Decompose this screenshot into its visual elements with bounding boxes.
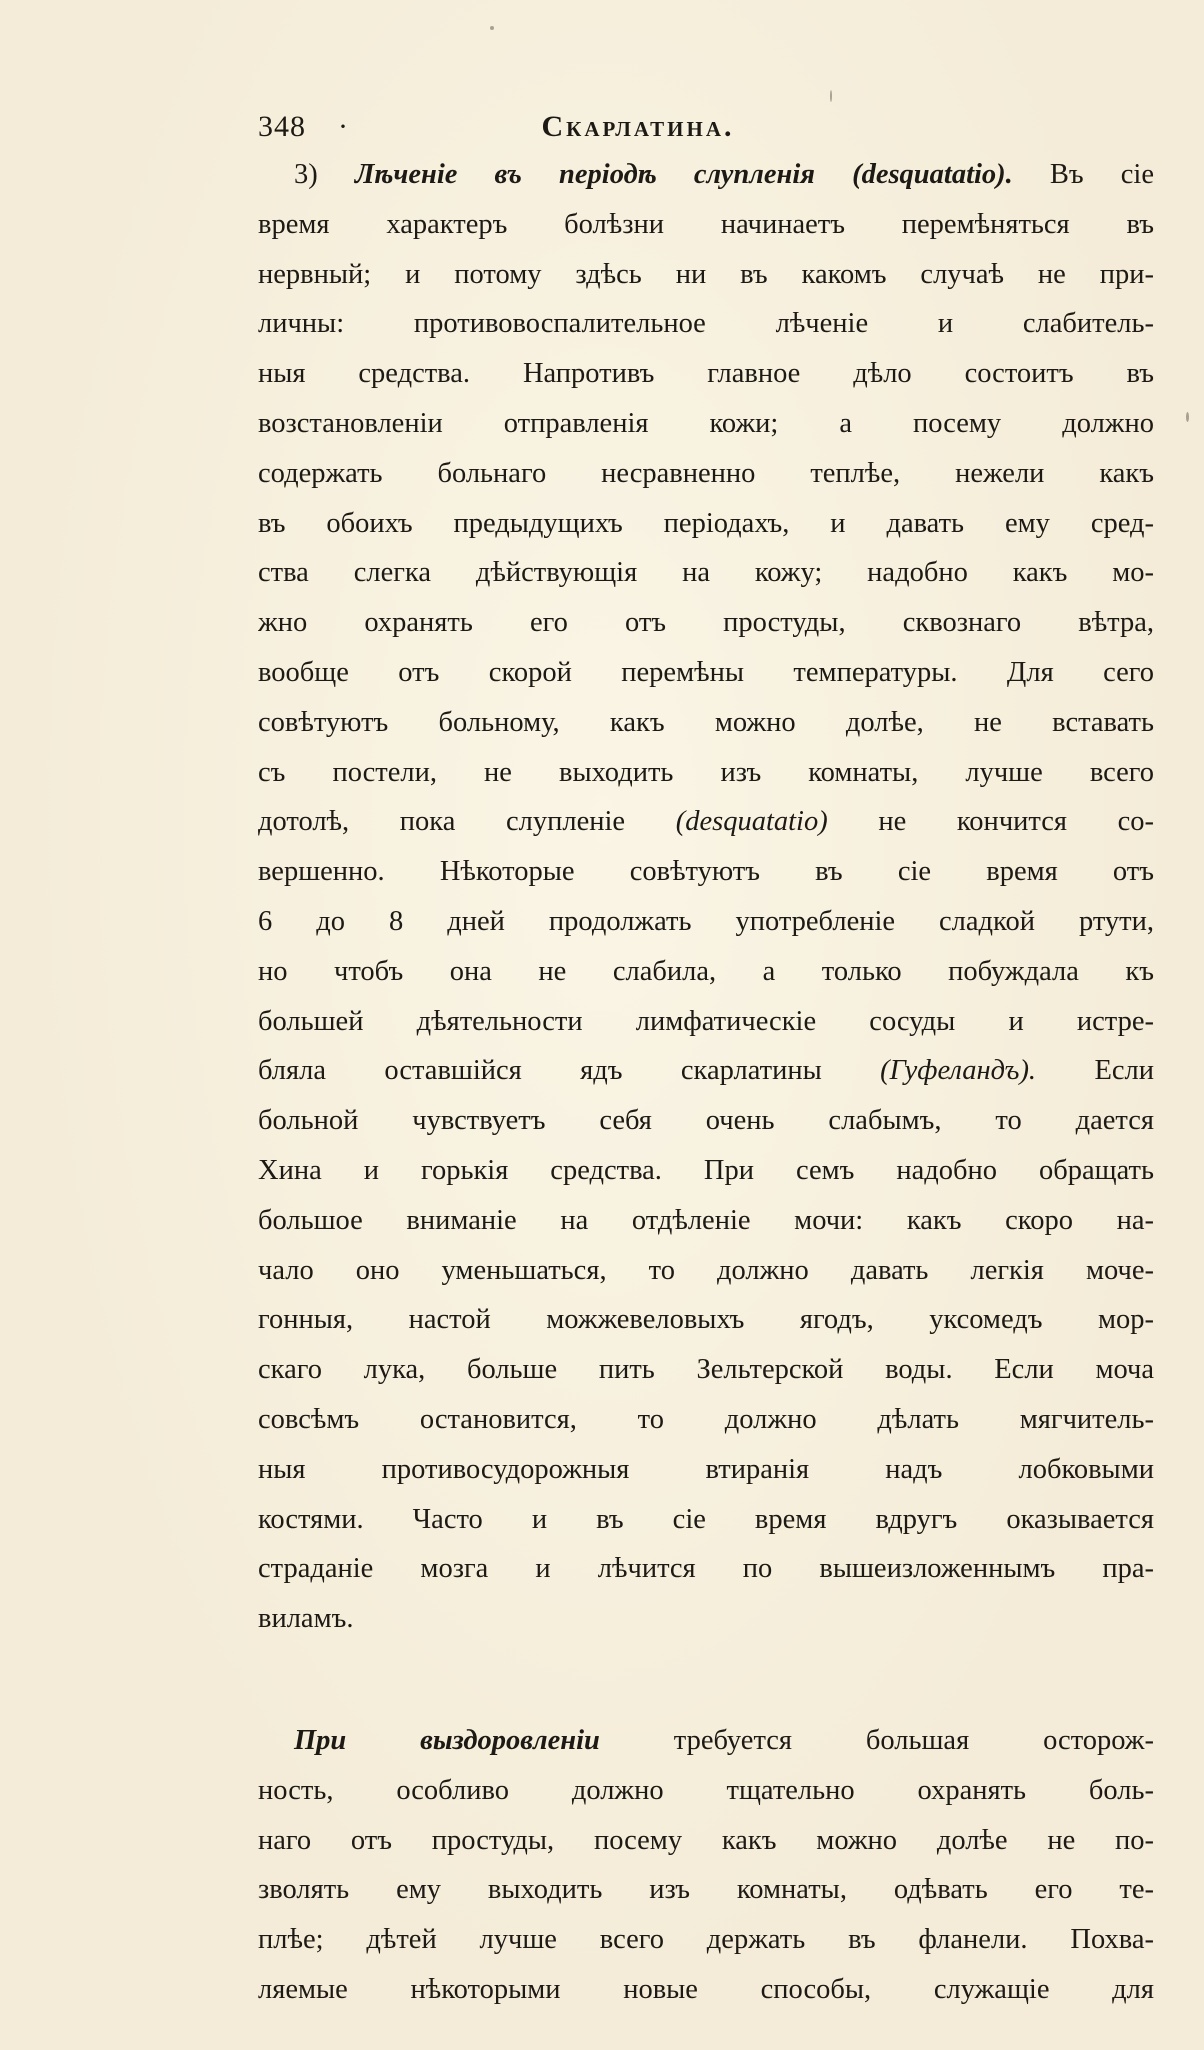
text-line: вершенно. Нѣкоторые совѣтуютъ въ сіе время отъ xyxy=(258,856,1154,888)
text-line: совсѣмъ остановится, то должно дѣлать мягчитель- xyxy=(258,1403,1154,1435)
text-line: виламъ. xyxy=(258,1603,354,1635)
paragraph-convalescence xyxy=(258,1716,1154,2015)
text-line: страданіе мозга и лѣчится по вышеизложеннымъ пра- xyxy=(258,1553,1154,1585)
ink-speck xyxy=(830,90,832,102)
text-line: время характеръ болѣзни начинаетъ перемѣняться въ xyxy=(258,208,1154,240)
text-line: вообще отъ скорой перемѣны температуры. Для сего xyxy=(258,656,1154,688)
text-line: нервный; и потому здѣсь ни въ какомъ случаѣ не при- xyxy=(258,258,1154,290)
text-line: наго отъ простуды, посему какъ можно долѣе не по- xyxy=(258,1824,1154,1856)
text-line: личны: противовоспалительное лѣченіе и слабитель- xyxy=(258,308,1154,340)
page-header xyxy=(258,110,1018,150)
author-citation-italic: (Гуфеландъ). xyxy=(880,1055,1037,1087)
ink-speck xyxy=(490,26,494,30)
text-line: При выздоровленіи требуется большая осторож- xyxy=(294,1724,1154,1756)
text-line: ность, особливо должно тщательно охранять боль- xyxy=(258,1774,1154,1806)
text-line: Хина и горькія средства. При семъ надобно обращать xyxy=(258,1154,1154,1186)
text-line: съ постели, не выходить изъ комнаты, лучше всего xyxy=(258,756,1154,788)
text-line: жно охранять его отъ простуды, сквознаго вѣтра, xyxy=(258,607,1154,639)
text-line: большей дѣятельности лимфатическіе сосуды и истре- xyxy=(258,1005,1154,1037)
page-number-dot: · xyxy=(338,110,348,143)
text-line: зволять ему выходить изъ комнаты, одѣвать его те- xyxy=(258,1874,1154,1906)
text-line: совѣтуютъ больному, какъ можно долѣе, не вставать xyxy=(258,706,1154,738)
text-line: костями. Часто и въ сіе время вдругъ оказывается xyxy=(258,1503,1154,1535)
text-line: но чтобъ она не слабила, а только побуждала къ xyxy=(258,955,1154,987)
section-heading-italic: При выздоровленіи xyxy=(294,1724,600,1756)
text-line: больной чувствуетъ себя очень слабымъ, то дается xyxy=(258,1105,1154,1137)
text-line: большое вниманіе на отдѣленіе мочи: какъ скоро на- xyxy=(258,1204,1154,1236)
text-line: бляла оставшійся ядъ скарлатины (Гуфеландъ). Если xyxy=(258,1055,1154,1087)
section-heading-italic: Лѣченіе въ періодѣ слупленія (desquatatio). xyxy=(354,159,1013,190)
text-line: ныя средства. Напротивъ главное дѣло состоитъ въ xyxy=(258,358,1154,390)
latin-term-italic: (desquatatio) xyxy=(675,806,828,838)
page-number: 348 xyxy=(258,110,306,143)
text-line: гонныя, настой можжевеловыхъ ягодъ, уксомедъ мор- xyxy=(258,1304,1154,1336)
text-line: скаго лука, больше пить Зельтерской воды. Если моча xyxy=(258,1354,1154,1386)
running-head: Скарлатина. xyxy=(541,110,735,143)
paragraph-gap xyxy=(258,1644,1154,1716)
text-line: чало оно уменьшаться, то должно давать легкія моче- xyxy=(258,1254,1154,1286)
text-line: 6 до 8 дней продолжать употребленіе сладкой ртути, xyxy=(258,905,1154,937)
text-line: въ обоихъ предыдущихъ періодахъ, и давать ему сред- xyxy=(258,507,1154,539)
ink-speck xyxy=(1186,412,1189,422)
page-body xyxy=(258,150,1154,2015)
text-line: 3) Лѣченіе въ періодѣ слупленія (desquatatio). Въ сіе xyxy=(294,159,1154,190)
text-line: ства слегка дѣйствующія на кожу; надобно какъ мо- xyxy=(258,557,1154,589)
text-line: содержать больнаго несравненно теплѣе, нежели какъ xyxy=(258,457,1154,489)
paragraph-desquamation-treatment xyxy=(258,150,1154,1644)
text-line: ныя противосудорожныя втиранія надъ лобковыми xyxy=(258,1453,1154,1485)
text-line: ляемые нѣкоторыми новые способы, служащіе для xyxy=(258,1973,1154,2005)
text-line: плѣе; дѣтей лучше всего держать въ фланели. Похва- xyxy=(258,1924,1154,1956)
text-line: дотолѣ, пока слупленіе (desquatatio) не кончится со- xyxy=(258,806,1154,838)
text-line: возстановленіи отправленія кожи; а посему должно xyxy=(258,407,1154,439)
